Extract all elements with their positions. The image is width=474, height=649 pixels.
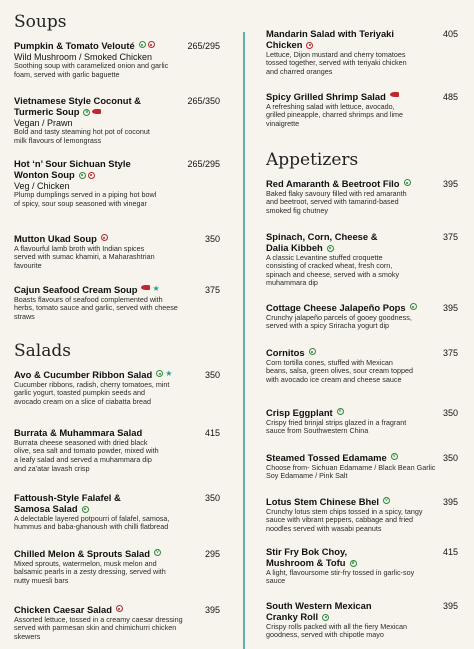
item-description: Mixed sprouts, watermelon, musk melon and balsamic pearls in a zesty dressing, served with nutty muesli bars — [14, 558, 166, 585]
section-title-appetizers: Appetizers — [266, 150, 359, 170]
item-options: Choose from- Sichuan Edamame / Black Bean Garlic Soy Edamame / Pink Salt — [266, 462, 436, 481]
vegan-icon: v — [85, 108, 89, 115]
menu-item-vietnamese — [14, 96, 220, 145]
veg-icon — [156, 370, 163, 377]
item-subtitle: Veg / Chicken — [14, 180, 70, 191]
veg-icon — [139, 41, 146, 48]
item-price: 405 — [442, 29, 458, 39]
item-price: 265/350 — [187, 96, 220, 106]
item-description: A classic Levantine stuffed croquette consisting of cracked wheat, fresh corn, spinach and cheese, served with a smoky muhammara dip — [266, 252, 400, 288]
prawn-icon — [390, 92, 399, 97]
veg-icon — [309, 348, 316, 355]
item-description: Crispy fried brinjal strips glazed in a fragrant sauce from Southwestern China — [266, 417, 407, 436]
nonveg-icon — [306, 42, 313, 49]
item-price: 395 — [442, 601, 458, 611]
item-price: 295 — [204, 549, 220, 559]
item-description: Crispy rolls packed with all the fiery Mexican goodness, served with chipotle mayo — [266, 621, 408, 640]
nonveg-icon — [88, 172, 95, 179]
item-price: 350 — [442, 408, 458, 418]
item-name: Spicy Grilled Shrimp Salad — [266, 91, 386, 102]
item-description: Bold and tasty steaming hot pot of coconut milk flavours of lemongrass — [14, 127, 150, 145]
item-description: Cucumber ribbons, radish, cherry tomatoes, mint garlic yogurt, toasted pumpkin seeds and avocado cream on a slice of ciabatta bread — [14, 379, 170, 406]
item-price: 485 — [442, 92, 458, 102]
nonveg-icon — [101, 234, 108, 241]
item-price: 395 — [204, 605, 220, 615]
menu-item-cajun — [14, 285, 220, 322]
veg-icon — [410, 303, 417, 310]
vegan-icon: v — [155, 549, 159, 555]
menu-item-avo — [14, 370, 220, 407]
item-description: Assorted lettuce, tossed in a creamy caesar dressing served with parmesan skin and chimichurri chicken skewers — [14, 614, 183, 641]
item-name: Stir Fry Bok Choy, Mushroom & Tofu v — [266, 546, 355, 568]
menu-item-mandarin — [266, 29, 458, 76]
item-price: 415 — [442, 547, 458, 557]
item-price: 395 — [442, 179, 458, 189]
item-price: 350 — [204, 493, 220, 503]
item-price: 415 — [204, 428, 220, 438]
veg-icon — [327, 245, 334, 252]
star-icon: ★ — [165, 369, 173, 378]
item-subtitle: Wild Mushroom / Smoked Chicken — [14, 51, 153, 62]
item-name: Pumpkin & Tomato Velouté — [14, 40, 135, 51]
item-description: Lettuce, Dijon mustard and cherry tomatoes tossed together, served with teriyaki chicken and charred oranges — [266, 49, 407, 76]
menu-item-hotsour — [14, 159, 220, 208]
veg-icon — [322, 614, 329, 621]
menu-item-burrata — [14, 428, 220, 473]
item-description: A light, flavoursome stir-fry tossed in garlic-soy sauce — [266, 567, 415, 586]
item-name: Mandarin Salad with Teriyaki Chicken — [266, 28, 394, 50]
veg-icon — [404, 179, 411, 186]
item-name: Steamed Tossed Edamame — [266, 452, 387, 463]
column-divider — [243, 32, 245, 649]
menu-item-mutton — [14, 234, 220, 271]
section-title-salads: Salads — [14, 341, 71, 361]
item-name: Crisp Eggplant — [266, 407, 333, 418]
item-description: A flavourful lamb broth with Indian spices served with sumac khamiri, a Maharashtrian favourite — [14, 243, 155, 270]
section-title-soups: Soups — [14, 12, 67, 32]
item-description: Crunchy jalapeño parcels of gooey goodness, served with a spicy Sriracha yogurt dip — [266, 312, 412, 331]
menu-item-jalapeno — [266, 303, 458, 331]
item-price: 350 — [442, 453, 458, 463]
item-name: South Western Mexican Cranky Roll — [266, 600, 372, 622]
item-name: Vietnamese Style Coconut & Turmeric Soup v — [14, 95, 141, 117]
item-description: Soothing soup with caramelized onion and garlic foam, served with garlic baguette — [14, 61, 169, 79]
menu-item-melon — [14, 549, 220, 586]
menu-item-amaranth — [266, 179, 458, 216]
item-name: Spinach, Corn, Cheese & Dalia Kibbeh — [266, 231, 378, 253]
star-icon: ★ — [152, 284, 160, 293]
menu-item-eggplant — [266, 408, 458, 436]
item-name: Hot ‘n’ Sour Sichuan Style Wonton Soup — [14, 158, 131, 180]
menu-item-cornitos — [266, 348, 458, 385]
vegan-icon: v — [351, 559, 355, 566]
item-subtitle: Vegan / Prawn — [14, 117, 73, 128]
nonveg-icon — [116, 605, 123, 612]
menu-item-bokchoy — [266, 547, 458, 586]
item-name: Burrata & Muhammara Salad — [14, 427, 143, 438]
menu-item-fattoush — [14, 493, 220, 532]
item-name: Fattoush-Style Falafel & Samosa Salad — [14, 492, 121, 514]
item-price: 395 — [442, 497, 458, 507]
item-name: Lotus Stem Chinese Bhel — [266, 496, 380, 507]
nonveg-icon — [148, 41, 155, 48]
item-name: Cornitos — [266, 347, 305, 358]
item-description: Corn tortilla cones, stuffed with Mexican beans, salsa, green olives, sour cream topped with avocado ice cream and cheese sauce — [266, 357, 414, 384]
veg-icon — [82, 506, 89, 513]
item-name: Mutton Ukad Soup — [14, 233, 97, 244]
item-name: Cottage Cheese Jalapeño Pops — [266, 302, 406, 313]
vegan-icon: v — [392, 453, 396, 459]
item-price: 375 — [204, 285, 220, 295]
menu-item-caesar — [14, 605, 220, 642]
item-price: 395 — [442, 303, 458, 313]
item-name: Avo & Cucumber Ribbon Salad — [14, 369, 153, 380]
item-price: 350 — [204, 234, 220, 244]
item-description: Burrata cheese seasoned with dried black olive, sea salt and tomato powder, mixed with a leafy salad and served a muhammara dip and za’atar lavash crisp — [14, 437, 159, 473]
menu-item-cranky — [266, 601, 458, 640]
item-description: A refreshing salad with lettuce, avocado, grilled pineapple, charred shrimps and lime vinaigrette — [266, 101, 404, 128]
item-description: A delectable layered potpourri of falafel, samosa, hummus and baba-ghanoush with chilli flatbread — [14, 513, 170, 532]
vegan-icon: v — [338, 408, 342, 414]
item-name: Red Amaranth & Beetroot Filo — [266, 178, 400, 189]
vegan-icon: v — [385, 497, 389, 503]
item-price: 265/295 — [187, 159, 220, 169]
item-description: Crunchy lotus stem chips tossed in a spicy, tangy sauce with vibrant peppers, cabbage and fried noodles served with wasabi peanuts — [266, 506, 423, 533]
menu-item-pumpkin — [14, 41, 220, 80]
item-description: Boasts flavours of seafood complemented with herbs, tomato sauce and garlic, served with cheese straws — [14, 294, 178, 321]
item-price: 350 — [204, 370, 220, 380]
item-price: 375 — [442, 348, 458, 358]
item-description: Plump dumplings served in a piping hot bowl of spicy, sour soup seasoned with vinegar — [14, 190, 157, 208]
menu-item-spinach — [266, 232, 458, 288]
menu-item-edamame — [266, 453, 458, 481]
prawn-icon — [141, 285, 150, 290]
menu-item-lotus — [266, 497, 458, 534]
veg-icon — [79, 172, 86, 179]
menu-item-shrimp — [266, 92, 458, 129]
item-price: 375 — [442, 232, 458, 242]
item-name: Chicken Caesar Salad — [14, 604, 112, 615]
item-price: 265/295 — [187, 41, 220, 51]
item-name: Chilled Melon & Sprouts Salad — [14, 548, 150, 559]
prawn-icon — [92, 109, 101, 114]
item-description: Baked flaky savoury filled with red amaranth and beetroot, served with tamarind-based smoked fig chutney — [266, 188, 407, 215]
item-name: Cajun Seafood Cream Soup — [14, 284, 138, 295]
